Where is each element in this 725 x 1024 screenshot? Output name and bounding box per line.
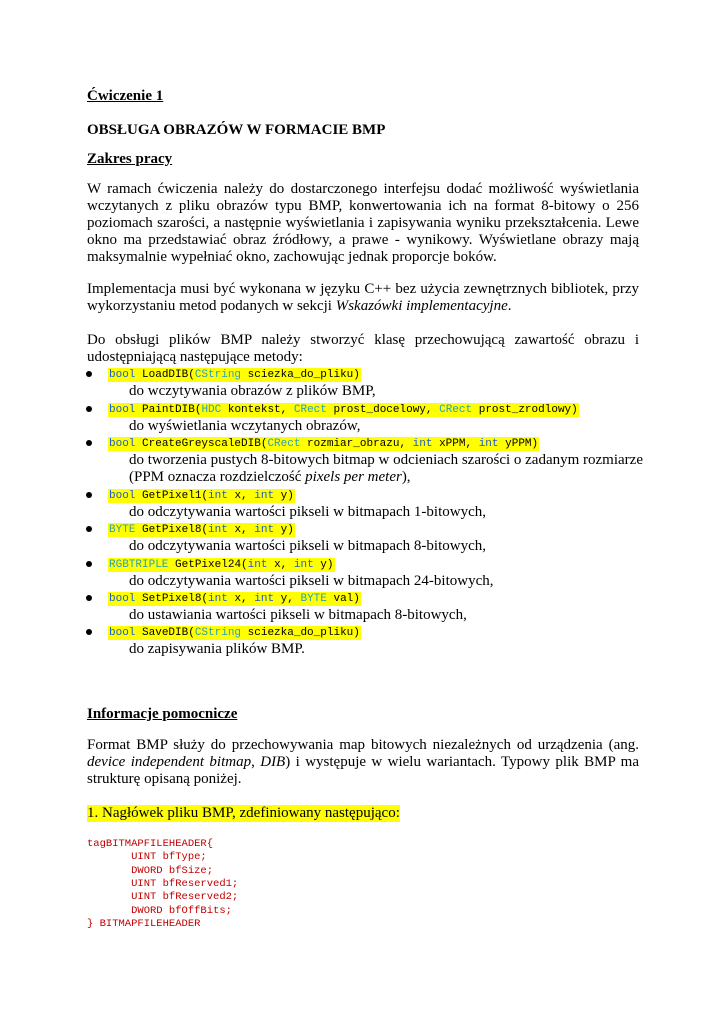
paragraph-bmp-format <box>87 737 639 788</box>
document-subtitle: OBSŁUGA OBRAZÓW W FORMACIE BMP <box>87 122 386 138</box>
paragraph-line: Format BMP służy do przechowywania map bitowych niezależnych od urządzenia (ang. <box>87 737 639 753</box>
method-description: do odczytywania wartości pikseli w bitmapach 24-bitowych, <box>129 573 494 589</box>
method-signature: bool PaintDIB(HDC kontekst, CRect prost_docelowy, CRect prost_zrodlowy) <box>109 404 578 416</box>
method-signature: bool SaveDIB(CString sciezka_do_pliku) <box>109 627 360 639</box>
method-signature: bool SetPixel8(int x, int y, BYTE val) <box>109 593 360 605</box>
paragraph-line: poziomach szarości, a następnie wyświetlania i zapisywania wyniku przekształcenia. Lewe <box>87 215 639 231</box>
code-line: UINT bfReserved1; <box>87 877 239 890</box>
paragraph-line: maksymalnie wypełniać okno, zachowując jednak proporcje boków. <box>87 249 497 265</box>
bullet-icon <box>86 629 92 635</box>
code-line: DWORD bfSize; <box>87 864 214 877</box>
bullet-icon <box>86 406 92 412</box>
method-signature: bool LoadDIB(CString sciezka_do_pliku) <box>109 369 360 381</box>
code-line: UINT bfReserved2; <box>87 891 239 904</box>
paragraph-implementation <box>87 281 639 315</box>
bullet-icon <box>86 561 92 567</box>
paragraph-bmp-class <box>87 332 639 366</box>
bullet-icon <box>86 492 92 498</box>
paragraph-scope <box>87 181 639 266</box>
exercise-title: Ćwiczenie 1 <box>87 88 164 104</box>
bullet-icon <box>86 526 92 532</box>
method-description: do wczytywania obrazów z plików BMP, <box>129 383 376 399</box>
bullet-icon <box>86 595 92 601</box>
method-signature: BYTE GetPixel8(int x, int y) <box>109 524 294 536</box>
paragraph-line: Do obsługi plików BMP należy stworzyć klasę przechowującą zawartość obrazu i <box>87 332 639 348</box>
bullet-icon <box>86 371 92 377</box>
method-description: do ustawiania wartości pikseli w bitmapach 8-bitowych, <box>129 607 467 623</box>
method-signature: bool CreateGreyscaleDIB(CRect rozmiar_obrazu, int xPPM, int yPPM) <box>109 438 539 450</box>
code-line: } BITMAPFILEHEADER <box>87 917 201 930</box>
paragraph-line: okno ma przedstawiać obraz źródłowy, a prawe - wynikowy. Wyświetlane obrazy mają <box>87 232 639 248</box>
method-description: do odczytywania wartości pikseli w bitmapach 8-bitowych, <box>129 538 486 554</box>
highlighted-heading-file-header: 1. Nagłówek pliku BMP, zdefiniowany następująco: <box>87 805 400 821</box>
paragraph-line: wykorzystaniu metod podanych w sekcji Wskazówki implementacyjne. <box>87 298 512 314</box>
paragraph-line: device independent bitmap, DIB) i występuje w wielu wariantach. Typowy plik BMP ma <box>87 754 639 770</box>
method-description: do odczytywania wartości pikseli w bitmapach 1-bitowych, <box>129 504 486 520</box>
paragraph-line: Implementacja musi być wykonana w języku C++ bez użycia zewnętrznych bibliotek, przy <box>87 281 639 297</box>
method-description: do zapisywania plików BMP. <box>129 641 305 657</box>
paragraph-line: strukturę opisaną poniżej. <box>87 771 242 787</box>
section-heading-info: Informacje pomocnicze <box>87 706 238 722</box>
method-signature: bool GetPixel1(int x, int y) <box>109 490 294 502</box>
section-heading-scope: Zakres pracy <box>87 151 173 167</box>
emphasis-text: Wskazówki implementacyjne <box>335 298 508 314</box>
method-signature: RGBTRIPLE GetPixel24(int x, int y) <box>109 559 334 571</box>
method-description: do tworzenia pustych 8-bitowych bitmap w odcieniach szarości o zadanym rozmiarze (PPM oznacza rozdzielczość pixels per meter), <box>129 452 643 485</box>
code-line: tagBITMAPFILEHEADER{ <box>87 838 214 850</box>
code-line: DWORD bfOffBits; <box>87 904 232 917</box>
bullet-icon <box>86 440 92 446</box>
paragraph-line: udostępniającą następujące metody: <box>87 349 303 365</box>
code-line: UINT bfType; <box>87 851 207 864</box>
paragraph-line: wczytanych z pliku obrazów typu BMP, konwertowania ich na format 8-bitowy o 256 <box>87 198 639 214</box>
paragraph-line: W ramach ćwiczenia należy do dostarczonego interfejsu dodać możliwość wyświetlania <box>87 181 639 197</box>
method-description: do wyświetlania wczytanych obrazów, <box>129 418 361 434</box>
